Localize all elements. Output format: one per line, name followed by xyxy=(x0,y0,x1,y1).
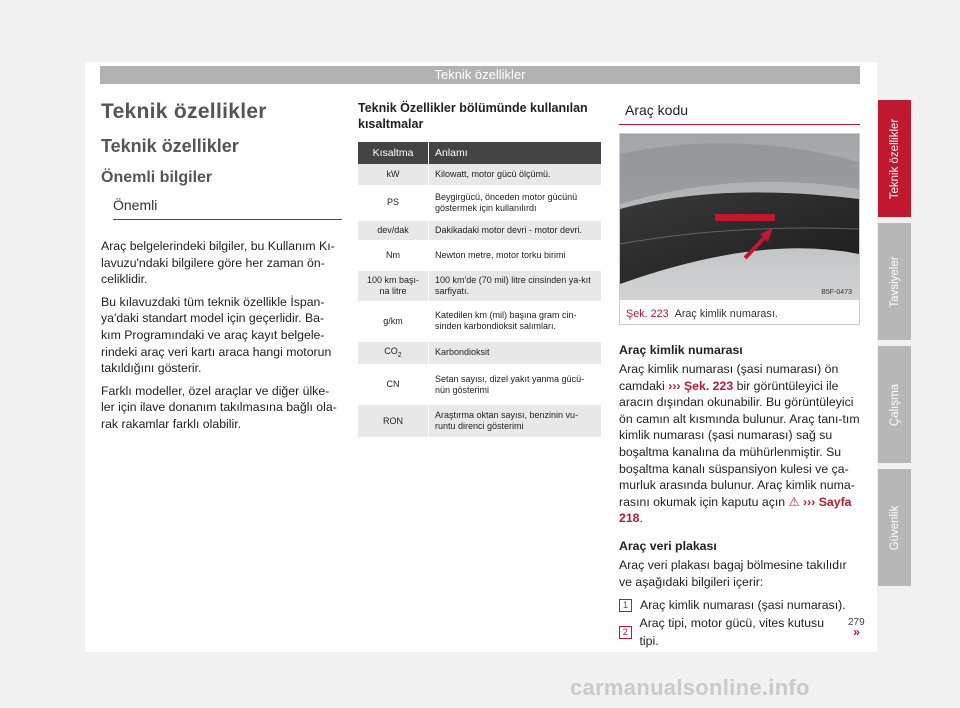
table-row xyxy=(358,366,602,404)
paragraph: Farklı modeller, özel araçlar ve diğer ülke-ler için ilave donanım takılmasına bağlı ola-rak rakamlar farklı olabilir. xyxy=(101,383,337,431)
table-row xyxy=(358,219,602,241)
table-cell: Katedilen km (mil) başına gram cin-sinden karbondioksit salımları. xyxy=(429,302,602,340)
page-reference-link[interactable]: Sayfa 218 xyxy=(619,494,852,526)
windshield-vin-photo xyxy=(620,134,859,300)
subheading: Araç kimlik numarası xyxy=(619,343,743,357)
reference-chevron: ››› xyxy=(802,494,816,509)
paragraph: Araç kimlik numarası (şasi numarası) ön camdaki ››› Şek. 223 bir görüntüleyici ile aracın dışından okunabilir. Bu görüntüleyici ön camın alt kısmında bulunur. Araç tanı-tım kimlik numarası (şasi numarası) sağ su boşaltma kanalına da mühürlenmiştir. Su boşaltma kanalı süspansiyon kulesi ve ça-murluk arasında bulunur. Araç kimlik numa-rasını okumak için kaputu açın ⚠ ››› Sayfa 218. xyxy=(619,362,860,526)
table-cell: Araştırma oktan sayısı, benzinin vu-runtu direnci gösterimi xyxy=(429,404,602,437)
column-abbreviations xyxy=(358,100,602,437)
table-cell: PS xyxy=(358,186,429,219)
tab-guvenlik[interactable]: Güvenlik xyxy=(878,469,911,586)
table-row xyxy=(358,186,602,219)
table-cell: Karbondioksit xyxy=(429,340,602,366)
table-cell: Beygirgücü, önceden motor gücünü göstermek için kullanılırdı xyxy=(429,186,602,219)
tab-teknik-ozellikler[interactable]: Teknik özellikler xyxy=(878,100,911,217)
table-header: Anlamı xyxy=(429,142,602,164)
subheading: Araç veri plakası xyxy=(619,538,717,553)
column-intro xyxy=(101,100,342,439)
chapter-tabs xyxy=(878,100,911,592)
number-badge: 2 xyxy=(619,626,632,639)
table-row xyxy=(358,302,602,340)
tab-tavsiyeler[interactable]: Tavsiyeler xyxy=(878,223,911,340)
table-title: Teknik Özellikler bölümünde kullanılan kısaltmalar xyxy=(358,101,588,131)
reference-chevron: ››› xyxy=(668,378,681,393)
page-number: 279 xyxy=(848,617,865,628)
table-cell: $CO_2$ xyxy=(358,340,429,366)
table-row xyxy=(358,269,602,302)
table-cell: Nm xyxy=(358,241,429,269)
tab-calisma[interactable]: Çalışma xyxy=(878,346,911,463)
abbreviation-table xyxy=(358,142,602,437)
topic-title: Önemli xyxy=(113,197,342,220)
table-row xyxy=(358,340,602,366)
table-row xyxy=(358,164,602,186)
paragraph: Araç veri plakası bagaj bölmesine takılıdır ve aşağıdaki bilgileri içerir: xyxy=(619,557,847,589)
paragraph: Bu kılavuzdaki tüm teknik özellikle İspan-ya'daki standart model için geçerlidir. Ba-kım Programındaki ve araç kayıt belgele-rindeki araç veri kartı araca hangi motorun takıldığını gösterir. xyxy=(101,294,332,376)
section-title: Teknik özellikler xyxy=(101,136,239,156)
table-cell: Dakikadaki motor devri - motor devri. xyxy=(429,219,602,241)
figure xyxy=(619,133,860,325)
table-row xyxy=(358,404,602,437)
running-header: Teknik özellikler xyxy=(100,66,860,84)
table-cell: 100 km'de (70 mil) litre cinsinden ya-kıt sarfiyatı. xyxy=(429,269,602,302)
table-cell: dev/dak xyxy=(358,219,429,241)
column-vehicle-code xyxy=(619,100,860,650)
continue-arrow-icon: » xyxy=(853,625,860,640)
table-cell: 100 km başı-na litre xyxy=(358,269,429,302)
table-cell: Setan sayısı, dizel yakıt yanma gücü-nün gösterimi xyxy=(429,366,602,404)
table-header: Kısaltma xyxy=(358,142,429,164)
figure-code: B5F-0473 xyxy=(821,289,852,296)
paragraph: Araç belgelerindeki bilgiler, bu Kullanım Kı-lavuzu'ndaki bilgilere göre her zaman ön-celiklidir. xyxy=(101,239,335,287)
number-badge: 1 xyxy=(619,599,632,612)
watermark: carmanualsonline.info xyxy=(570,675,810,700)
list-item: 1 Araç kimlik numarası (şasi numarası). xyxy=(619,596,860,614)
table-cell: RON xyxy=(358,404,429,437)
figure-caption: Şek. 223 Araç kimlik numarası. xyxy=(626,308,778,320)
table-cell: kW xyxy=(358,164,429,186)
vin-label-highlight xyxy=(715,214,775,221)
table-cell: Kilowatt, motor gücü ölçümü. xyxy=(429,164,602,186)
table-cell: CN xyxy=(358,366,429,404)
warning-icon: ⚠ xyxy=(788,494,800,509)
list-item: 2 Araç tipi, motor gücü, vites kutusu tipi. » xyxy=(619,614,860,650)
figure-reference-link[interactable]: Şek. 223 xyxy=(683,378,734,393)
numbered-list xyxy=(619,596,860,650)
section-title: Araç kodu xyxy=(619,100,860,125)
table-cell: g/km xyxy=(358,302,429,340)
chapter-title: Teknik özellikler xyxy=(101,100,267,123)
subsection-title: Önemli bilgiler xyxy=(101,169,213,186)
table-cell: Newton metre, motor torku birimi xyxy=(429,241,602,269)
table-row xyxy=(358,241,602,269)
